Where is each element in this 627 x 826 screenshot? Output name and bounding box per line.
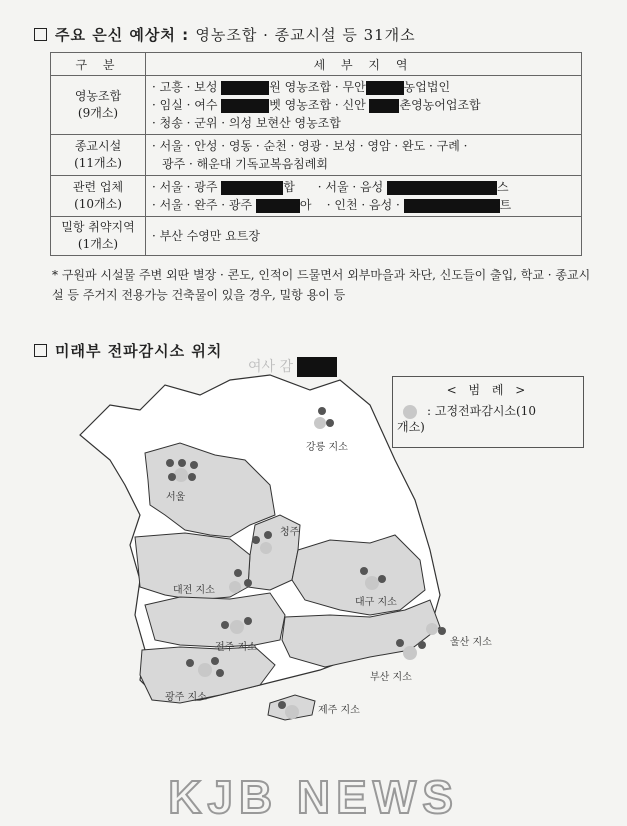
label-jeonju: 전주 지소 [215, 642, 257, 653]
detail-text: · 청송 · 군위 · 의성 보현산 영농조합 [152, 116, 341, 130]
detail-text: 광주 · 해운대 기독교복음침례회 [162, 157, 328, 171]
detail-text: · 임실 · 여수 [152, 98, 222, 112]
cat-label: 영농조합 [74, 89, 122, 103]
map-legend [392, 376, 584, 448]
checkbox-square-icon [34, 28, 47, 41]
legend-item-fixed-cont: 개소) [397, 420, 425, 434]
label-jeju: 제주 지소 [318, 705, 360, 716]
label-ulsan: 울산 지소 [450, 637, 492, 648]
table-row [51, 176, 582, 217]
detail-text: · 서울 · 완주 · 광주 [152, 198, 256, 212]
detail-text: · 인천 · 음성 · [326, 198, 404, 212]
label-gwangju: 광주 지소 [165, 692, 207, 703]
table-row [51, 217, 582, 256]
label-daejeon: 대전 지소 [173, 585, 215, 596]
detail-text: 아 [299, 198, 312, 212]
table-row [51, 135, 582, 176]
detail-text: 스 [497, 180, 509, 194]
detail-text: 원 영농조합 · 무안 [269, 80, 366, 94]
detail-text: · 고흥 · 보성 [152, 80, 222, 94]
cat-count: (10개소) [74, 197, 122, 211]
detail-text: 촌영농어업조합 [399, 98, 481, 112]
section1-title: 주요 은신 예상처 : 영농조합 · 종교시설 등 31개소 [34, 24, 416, 45]
redaction-bar [387, 181, 497, 195]
detail-text: 농업법인 [403, 80, 451, 94]
detail-text: · 서울 · 음성 [317, 180, 388, 194]
detail-text: · 부산 수영만 요트장 [146, 217, 582, 256]
legend-item-fixed: : 고정전파감시소(10 [427, 404, 536, 418]
detail-text: · 서울 · 광주 [152, 180, 222, 194]
region-jeonju [145, 593, 285, 647]
redaction-bar [404, 199, 500, 213]
redaction-bar [221, 81, 269, 95]
detail-text: 트 [499, 198, 512, 212]
detail-text: 벳 영농조합 · 신안 [269, 98, 370, 112]
detail-text: · 서울 · 안성 · 영동 · 순천 · 영광 · 보성 · 영암 · 완도 · 구례 · [152, 139, 468, 153]
footnote: * 구원파 시설물 주변 외딴 별장 · 콘도, 인적이 드물면서 외부마을과 차단, 신도들이 출입, 학교 · 종교시설 등 주거지 전용가능 건축물이 있을 경우, 밀항 용이 등 [52, 268, 591, 302]
cat-label: 종교시설 [74, 139, 122, 153]
light-dot-icon [403, 405, 417, 419]
redaction-bar [221, 181, 283, 195]
redaction-bar [366, 81, 404, 95]
cat-count: (11개소) [74, 156, 122, 170]
header-category: 구 분 [51, 53, 146, 76]
label-seoul: 서울 [166, 492, 186, 503]
table-row [51, 76, 582, 135]
shelter-table [50, 52, 582, 256]
section2-title: 미래부 전파감시소 위치 [34, 340, 222, 361]
checkbox-square-icon [34, 344, 47, 357]
label-daegu: 대구 지소 [355, 597, 397, 608]
detail-text: 합 [283, 180, 295, 194]
label-busan: 부산 지소 [370, 672, 412, 683]
cat-count: (9개소) [77, 106, 119, 120]
faint-stamp-text: 여사 감 [248, 356, 337, 377]
label-cheongju: 청주 [280, 527, 300, 538]
cat-label: 밀항 취약지역 [61, 220, 135, 234]
redaction-bar [369, 99, 399, 113]
redaction-bar [221, 99, 269, 113]
legend-title: < 범 례 > [446, 383, 530, 397]
redaction-bar [256, 199, 300, 213]
cat-label: 관련 업체 [72, 180, 124, 194]
header-detail: 세 부 지 역 [146, 53, 582, 76]
cat-count: (1개소) [77, 237, 119, 251]
kjb-news-watermark: KJB NEWS [168, 771, 459, 823]
label-gangneung: 강릉 지소 [306, 442, 348, 453]
